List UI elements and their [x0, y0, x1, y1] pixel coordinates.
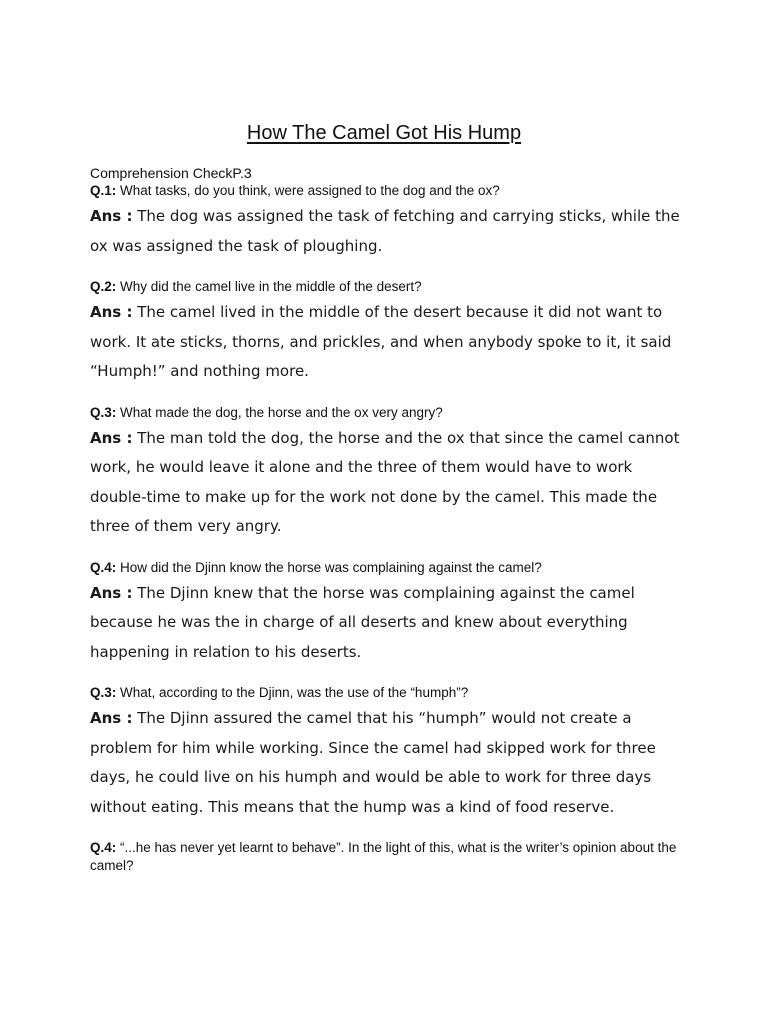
answer — [90, 579, 690, 668]
question-text: Why did the camel live in the middle of the desert? — [120, 279, 422, 294]
question — [90, 404, 690, 422]
question-text: How did the Djinn know the horse was complaining against the camel? — [120, 559, 542, 575]
qa-block — [90, 182, 690, 261]
answer-text: The Djinn knew that the horse was complaining against the camel because he was the in charge of all deserts and knew about everything happening in relation to his deserts. — [90, 583, 635, 661]
question-text: What, according to the Djinn, was the use of the “humph”? — [120, 685, 469, 700]
question — [90, 684, 690, 702]
answer-text: The camel lived in the middle of the desert because it did not want to work. It ate sticks, thorns, and prickles, and when anybody spoke to it, it said “Humph!” and nothing more. — [90, 303, 672, 380]
answer-label: Ans : — [90, 303, 133, 321]
answer-label: Ans : — [90, 207, 133, 225]
question — [90, 559, 690, 577]
answer — [90, 202, 690, 261]
question-number: Q.4: — [90, 559, 117, 575]
question-number: Q.4: — [90, 840, 117, 855]
qa-block — [90, 839, 690, 875]
qa-block — [90, 684, 690, 822]
answer-text: The man told the dog, the horse and the ox that since the camel cannot work, he would leave it alone and the three of them would have to work double-time to make up for the work not done by the camel. This made the three of them very angry. — [90, 428, 680, 535]
answer-label: Ans : — [90, 709, 133, 727]
question-number: Q.2: — [90, 279, 117, 294]
qa-block — [90, 559, 690, 668]
answer — [90, 424, 690, 542]
answer — [90, 298, 690, 387]
qa-block — [90, 278, 690, 387]
question-text: What tasks, do you think, were assigned to the dog and the ox? — [120, 183, 500, 198]
question-text: “...he has never yet learnt to behave”. In the light of this, what is the writer’s opinion about the camel? — [90, 840, 677, 873]
qa-block — [90, 404, 690, 542]
section-subtitle: Comprehension CheckP.3 — [90, 165, 252, 181]
page-title: How The Camel Got His Hump — [246, 122, 522, 144]
document-content — [90, 164, 690, 892]
question-number: Q.3: — [90, 685, 117, 700]
answer — [90, 704, 690, 822]
question — [90, 839, 690, 875]
answer-text: The Djinn assured the camel that his “humph” would not create a problem for him while working. Since the camel had skipped work for three days, he could live on his humph and would be able to work for three days without eating. This means that the hump was a kind of food reserve. — [90, 709, 656, 816]
question — [90, 182, 690, 200]
question-number: Q.3: — [90, 404, 117, 420]
answer-label: Ans : — [90, 428, 133, 447]
answer-label: Ans : — [90, 583, 133, 602]
question-number: Q.1: — [90, 183, 117, 198]
question-text: What made the dog, the horse and the ox very angry? — [120, 404, 443, 420]
question — [90, 278, 690, 296]
answer-text: The dog was assigned the task of fetching and carrying sticks, while the ox was assigned the task of ploughing. — [90, 207, 680, 255]
